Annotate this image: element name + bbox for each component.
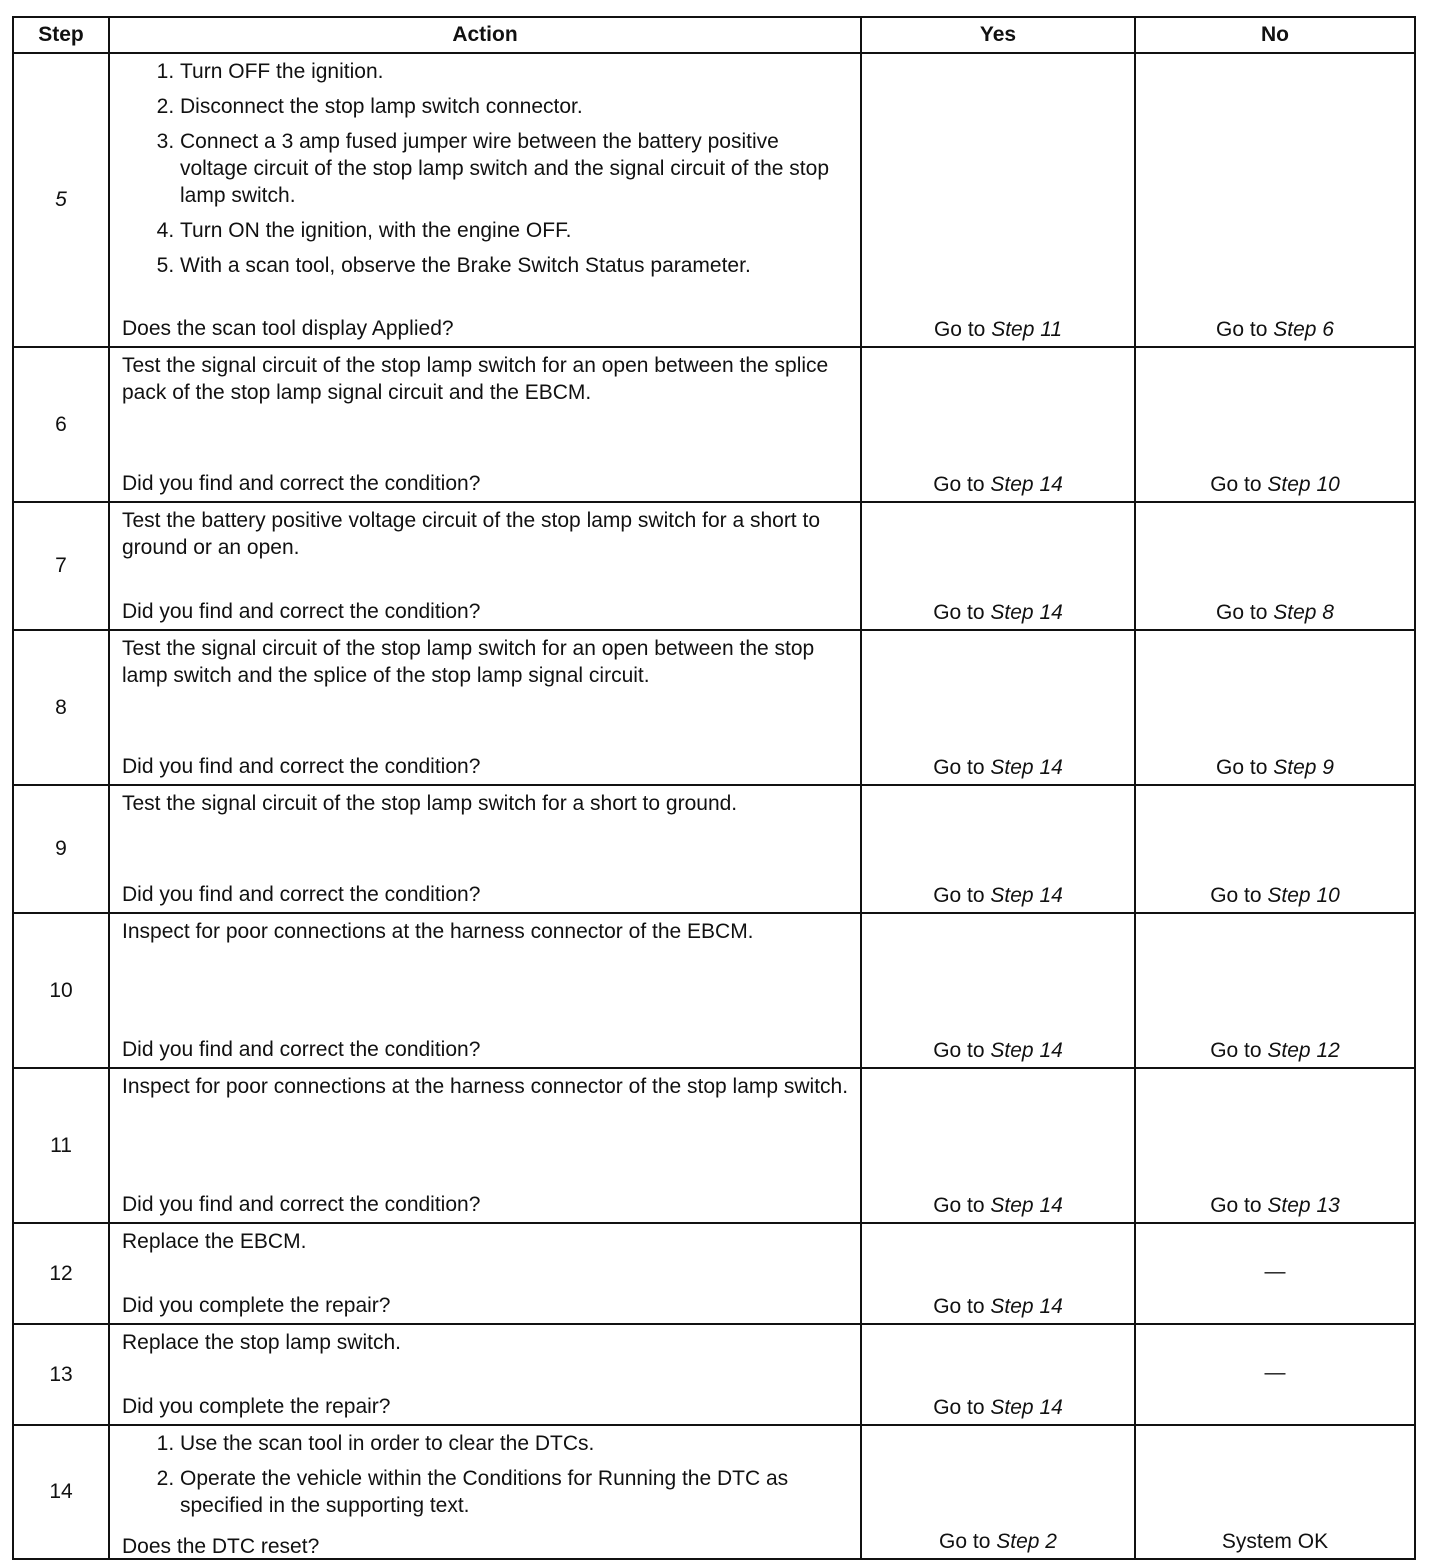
action-cell (109, 1223, 861, 1324)
no-cell (1135, 502, 1415, 630)
goto-label: Go to (1216, 318, 1268, 341)
goto-label: Go to (1210, 473, 1262, 496)
yes-cell (861, 1324, 1135, 1425)
goto-label: Go to (933, 1295, 985, 1318)
no-dash: — (1264, 1259, 1286, 1283)
goto-label: Go to (933, 473, 985, 496)
yes-step-link[interactable]: Step 2 (996, 1530, 1057, 1553)
action-text: Replace the EBCM. (122, 1230, 307, 1253)
action-list-item: 1. Use the scan tool in order to clear the DTCs. (180, 1430, 850, 1457)
no-cell (1135, 630, 1415, 785)
goto-label: Go to (1210, 1194, 1262, 1217)
no-step-link[interactable]: Step 10 (1267, 884, 1340, 907)
yes-cell (861, 1425, 1135, 1559)
action-list-item: 4. Turn ON the ignition, with the engine OFF. (180, 217, 850, 244)
action-text: Test the battery positive voltage circuit of the stop lamp switch for a short to ground or an open. (122, 509, 820, 559)
goto-label: Go to (1210, 884, 1262, 907)
no-step-link[interactable]: Step 8 (1273, 601, 1334, 624)
action-cell (109, 913, 861, 1068)
yes-step-link[interactable]: Step 14 (990, 1396, 1063, 1419)
table-row (13, 1068, 1415, 1223)
table-row (13, 53, 1415, 347)
step-number: 12 (13, 1223, 109, 1324)
no-step-link[interactable]: Step 13 (1267, 1194, 1340, 1217)
goto-label: Go to (933, 318, 986, 341)
step-number: 9 (13, 785, 109, 913)
table-row (13, 630, 1415, 785)
action-text: Test the signal circuit of the stop lamp switch for an open between the splice pack of the stop lamp signal circuit and the EBCM. (122, 354, 829, 404)
no-cell (1135, 1068, 1415, 1223)
action-text: Inspect for poor connections at the harness connector of the stop lamp switch. (122, 1075, 849, 1098)
yes-step-link[interactable]: Step 14 (990, 473, 1063, 496)
header-no: No (1135, 17, 1415, 53)
no-cell (1135, 347, 1415, 502)
action-text: Inspect for poor connections at the harness connector of the EBCM. (122, 920, 754, 943)
action-list-item: 5. With a scan tool, observe the Brake Switch Status parameter. (180, 252, 850, 279)
action-cell (109, 347, 861, 502)
action-text: Test the signal circuit of the stop lamp switch for an open between the stop lamp switch and the splice of the stop lamp signal circuit. (122, 637, 815, 687)
no-cell (1135, 785, 1415, 913)
table-row (13, 1223, 1415, 1324)
yes-cell (861, 53, 1135, 347)
action-list-item: 3. Connect a 3 amp fused jumper wire between the battery positive voltage circuit of the stop lamp switch and the signal circuit of the stop lamp switch. (180, 128, 850, 209)
table-row (13, 502, 1415, 630)
yes-cell (861, 1223, 1135, 1324)
yes-cell (861, 630, 1135, 785)
goto-label: Go to (933, 601, 985, 624)
header-row (13, 17, 1415, 53)
table-row (13, 1425, 1415, 1559)
table-row (13, 913, 1415, 1068)
action-cell (109, 1425, 861, 1559)
yes-cell (861, 1068, 1135, 1223)
action-question: Did you complete the repair? (122, 1395, 391, 1418)
no-cell (1135, 53, 1415, 347)
action-list (122, 58, 850, 309)
yes-step-link[interactable]: Step 14 (990, 601, 1063, 624)
header-action: Action (109, 17, 861, 53)
action-question: Did you find and correct the condition? (122, 1193, 481, 1216)
step-number: 6 (13, 347, 109, 502)
header-yes: Yes (861, 17, 1135, 53)
table-row (13, 347, 1415, 502)
diagnostic-table (12, 16, 1416, 1560)
action-question: Did you find and correct the condition? (122, 883, 481, 906)
action-list-item: 2. Operate the vehicle within the Conditions for Running the DTC as specified in the supporting text. (180, 1465, 850, 1519)
system-ok-label: System OK (1221, 1530, 1329, 1553)
step-number: 11 (13, 1068, 109, 1223)
step-number: 10 (13, 913, 109, 1068)
action-list-item: 1. Turn OFF the ignition. (180, 58, 850, 85)
yes-cell (861, 785, 1135, 913)
goto-label: Go to (933, 1396, 985, 1419)
yes-step-link[interactable]: Step 14 (990, 1039, 1063, 1062)
action-question: Does the DTC reset? (122, 1535, 320, 1558)
action-question: Did you complete the repair? (122, 1294, 391, 1317)
action-question: Does the scan tool display Applied? (122, 317, 454, 340)
no-step-link[interactable]: Step 12 (1267, 1039, 1340, 1062)
action-text: Replace the stop lamp switch. (122, 1331, 401, 1354)
step-number: 8 (13, 630, 109, 785)
step-number: 5 (13, 53, 109, 347)
goto-label: Go to (933, 884, 985, 907)
goto-label: Go to (939, 1530, 991, 1553)
yes-cell (861, 913, 1135, 1068)
no-cell (1135, 1324, 1415, 1425)
action-text: Test the signal circuit of the stop lamp switch for a short to ground. (122, 792, 738, 815)
step-number: 7 (13, 502, 109, 630)
yes-step-link[interactable]: Step 11 (991, 318, 1063, 341)
action-cell (109, 1068, 861, 1223)
action-cell (109, 630, 861, 785)
no-step-link[interactable]: Step 9 (1273, 756, 1334, 779)
yes-step-link[interactable]: Step 14 (990, 884, 1063, 907)
yes-step-link[interactable]: Step 14 (990, 1194, 1063, 1217)
action-question: Did you find and correct the condition? (122, 600, 481, 623)
action-cell (109, 785, 861, 913)
step-number: 14 (13, 1425, 109, 1559)
goto-label: Go to (1216, 756, 1268, 779)
action-cell (109, 502, 861, 630)
no-step-link[interactable]: Step 6 (1273, 318, 1334, 341)
no-step-link[interactable]: Step 10 (1267, 473, 1340, 496)
goto-label: Go to (933, 756, 985, 779)
goto-label: Go to (933, 1194, 985, 1217)
goto-label: Go to (1210, 1039, 1262, 1062)
yes-step-link[interactable]: Step 14 (990, 756, 1063, 779)
no-cell (1135, 1425, 1415, 1559)
goto-label: Go to (1216, 601, 1268, 624)
step-number: 13 (13, 1324, 109, 1425)
action-question: Did you find and correct the condition? (122, 472, 481, 495)
action-question: Did you find and correct the condition? (122, 755, 481, 778)
action-question: Did you find and correct the condition? (122, 1038, 481, 1061)
action-list-item: 2. Disconnect the stop lamp switch connector. (180, 93, 850, 120)
table-row (13, 785, 1415, 913)
action-list (122, 1430, 850, 1527)
action-cell (109, 1324, 861, 1425)
yes-step-link[interactable]: Step 14 (990, 1295, 1063, 1318)
header-step: Step (13, 17, 109, 53)
goto-label: Go to (933, 1039, 985, 1062)
no-dash: — (1264, 1360, 1286, 1384)
no-cell (1135, 1223, 1415, 1324)
table-row (13, 1324, 1415, 1425)
action-cell (109, 53, 861, 347)
yes-cell (861, 347, 1135, 502)
yes-cell (861, 502, 1135, 630)
no-cell (1135, 913, 1415, 1068)
